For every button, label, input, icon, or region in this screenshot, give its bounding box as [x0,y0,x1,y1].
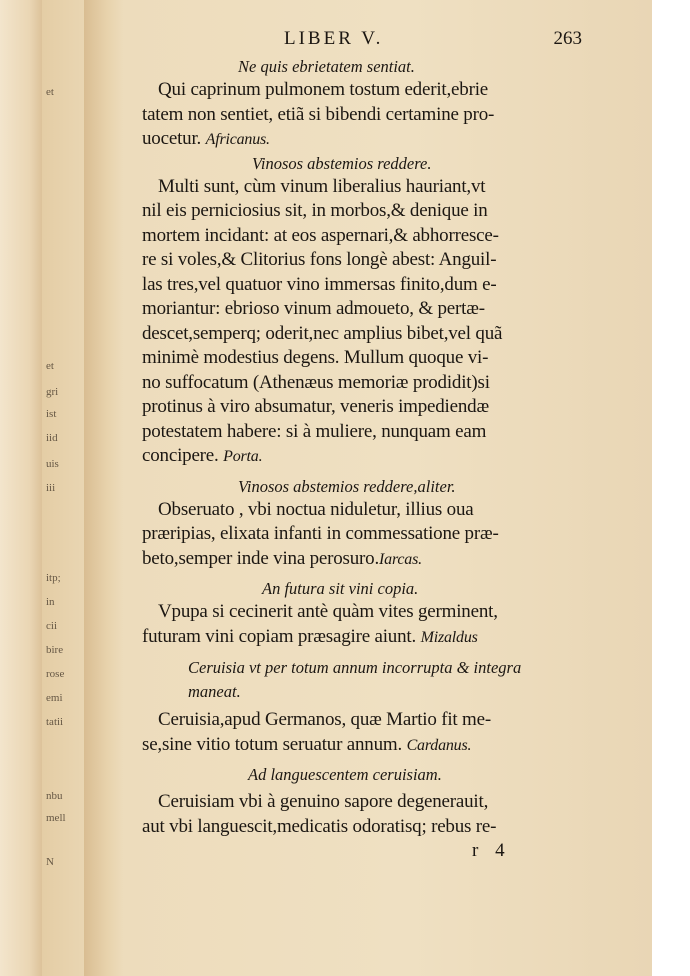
text-line: Vpupa si cecinerit antè quàm vites germinent, [158,601,498,622]
text-line-segment: futuram vini copiam præsagire aiunt. [142,625,417,647]
section [142,656,582,758]
margin-bleed-text: et [46,86,54,98]
section [142,56,582,153]
text-line: las tres,vel quatuor vino immersas finito,dum e- [142,273,497,295]
source-citation: Cardanus. [406,736,472,754]
margin-bleed-text: iid [46,432,58,444]
margin-bleed-text: bire [46,644,64,656]
margin-bleed-text: tatii [46,716,64,728]
section-heading: Vinosos abstemios reddere,aliter. [238,476,456,496]
running-head [142,26,582,56]
text-line: præripias, elixata infanti in commessatione præ- [142,523,499,544]
text-line-segment: beto,semper inde vina perosuro. [142,547,380,569]
text-line: descet,semperq; oderit,nec amplius bibet,vel quã [142,322,503,344]
signature-mark: r 4 [472,840,511,861]
margin-bleed-text: emi [46,692,63,704]
margin-bleed-text: itp; [46,572,61,584]
section-heading: An futura sit vini copia. [262,579,419,598]
text-line: Obseruato , vbi noctua niduletur, illius oua [158,498,474,520]
source-citation: Mizaldus [420,628,478,646]
text-line-segment: se,sine vitio totum seruatur annum. [142,733,403,755]
text-line: aut vbi languescit,medicatis odoratisq; rebus re- [142,815,497,837]
text-line-segment: concipere. [142,445,219,466]
scan-background-right [652,0,690,976]
section [142,476,582,573]
margin-bleed-text: rose [46,668,65,680]
text-line [142,733,582,759]
page-number: 263 [553,28,582,49]
text-line: protinus à viro absumatur, veneris impediendæ [142,396,489,417]
margin-bleed-text: mell [46,812,66,824]
text-line: Ceruisiam vbi à genuino sapore degenerauit, [158,791,489,812]
section-heading: Ceruisia vt per totum annum incorrupta & integra maneat. [188,658,522,701]
margin-bleed-text: iii [46,482,56,494]
section [142,578,582,650]
text-line: re si voles,& Clitorius fons longè abest: Anguil- [142,249,497,270]
source-citation: Iarcas. [379,550,422,568]
running-title: LIBER V. [284,28,384,49]
section [142,153,582,470]
text-line: tatem non sentiet, etiã si bibendi certamine pro- [142,103,495,125]
source-citation: Porta. [223,448,263,465]
margin-bleed-text: uis [46,458,59,470]
text-line: Multi sunt, cùm vinum liberalius hauriant,vt [158,175,486,197]
text-line: no suffocatum (Athenæus memoriæ prodidit)si [142,371,490,393]
text-line: Ceruisia,apud Germanos, quæ Martio fit me- [158,709,491,730]
text-line: mortem incidant: at eos aspernari,& abhorresce- [142,224,499,246]
margin-bleed-text: in [46,596,55,608]
section-heading: Vinosos abstemios reddere. [252,153,432,173]
margin-bleed-text: cii [46,620,57,632]
book-page [42,0,652,976]
margin-bleed-text: gri [46,386,59,398]
text-line [142,444,582,470]
section-heading: Ad languescentem ceruisiam. [248,765,442,784]
text-line [142,625,582,651]
text-line: nil eis perniciosius sit, in morbos,& denique in [142,200,488,221]
page-gutter-shadow [84,0,124,976]
source-citation: Africanus. [205,131,270,148]
text-line [142,547,582,573]
text-line: minimè modestius degens. Mullum quoque vi- [142,347,489,368]
text-line-segment: uocetur. [142,128,202,149]
margin-bleed-text: N [46,856,54,868]
text-line [142,127,582,153]
margin-bleed-text: ist [46,408,57,420]
text-line: moriantur: ebrioso vinum admoueto, & pertæ- [142,298,485,319]
text-line: Qui caprinum pulmonem tostum ederit,ebrie [158,79,489,100]
section [142,764,582,839]
margin-bleed-text: nbu [46,790,63,802]
page-text-block [142,26,582,839]
text-line: potestatem habere: si à muliere, nunquam eam [142,420,487,442]
scan-background-left [0,0,42,976]
section-heading: Ne quis ebrietatem sentiat. [238,57,415,76]
margin-bleed-text: et [46,360,54,372]
